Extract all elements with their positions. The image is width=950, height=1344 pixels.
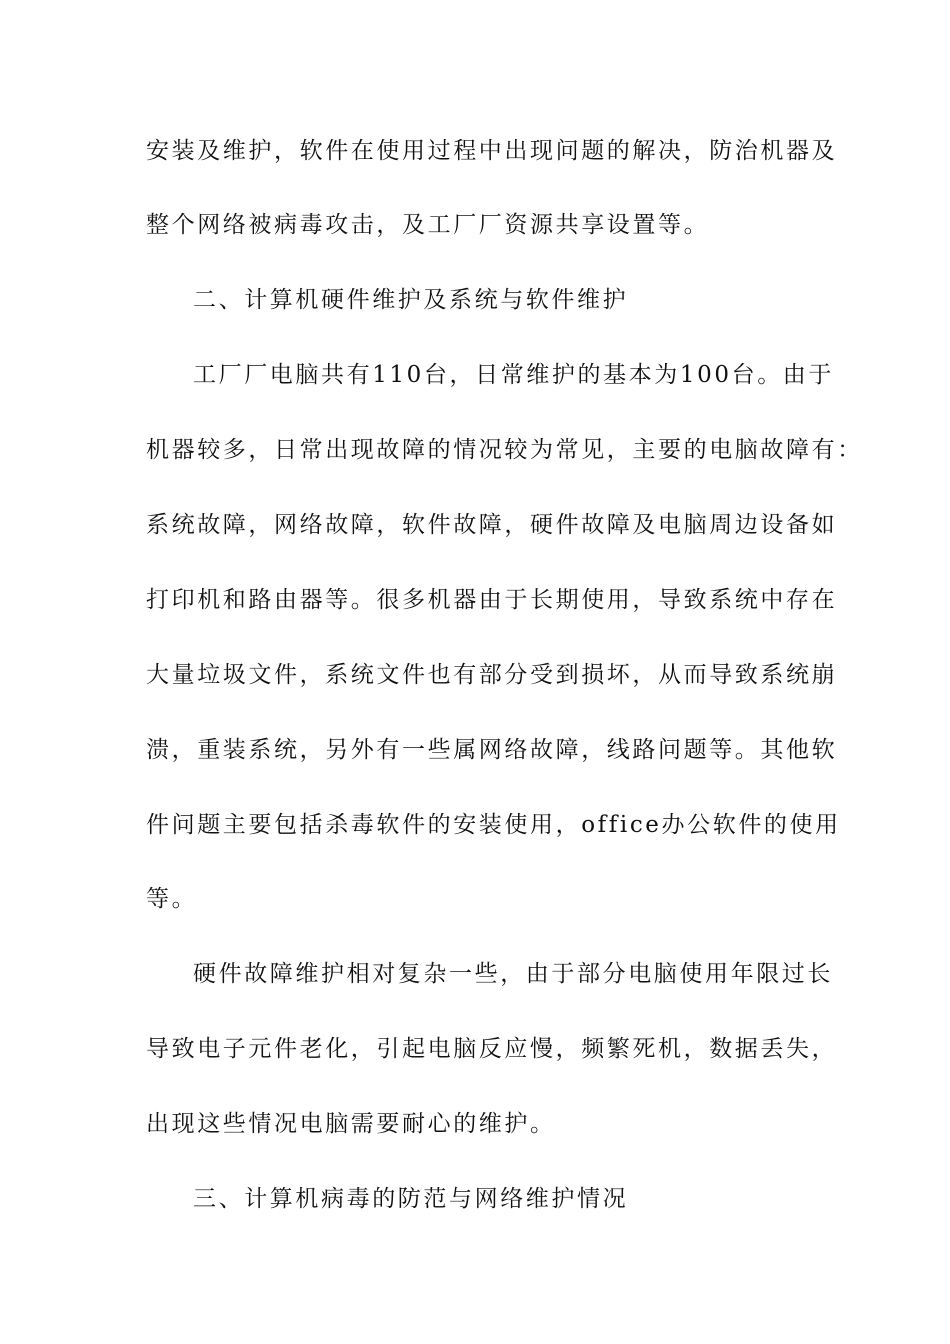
section-heading-hardware-maintenance: 二、计算机硬件维护及系统与软件维护	[193, 287, 629, 313]
paragraph-line: 工厂厂电脑共有110台，日常维护的基本为100台。由于	[193, 362, 834, 388]
paragraph-line: 安装及维护，软件在使用过程中出现问题的解决，防治机器及	[146, 138, 838, 164]
paragraph-line: 导致电子元件老化，引起电脑反应慢，频繁死机，数据丢失，	[146, 1036, 838, 1062]
paragraph-line: 大量垃圾文件，系统文件也有部分受到损坏，从而导致系统崩	[146, 662, 838, 688]
paragraph-line: 机器较多，日常出现故障的情况较为常见，主要的电脑故障有：	[146, 437, 863, 463]
section-heading-virus-prevention: 三、计算机病毒的防范与网络维护情况	[193, 1186, 629, 1212]
paragraph-line: 溃，重装系统，另外有一些属网络故障，线路问题等。其他软	[146, 737, 838, 763]
paragraph-line: 系统故障，网络故障，软件故障，硬件故障及电脑周边设备如	[146, 512, 838, 538]
paragraph-line: 打印机和路由器等。很多机器由于长期使用，导致系统中存在	[146, 587, 838, 613]
paragraph-line: 件问题主要包括杀毒软件的安装使用，office办公软件的使用	[146, 812, 841, 838]
paragraph-line: 整个网络被病毒攻击，及工厂厂资源共享设置等。	[146, 212, 710, 238]
paragraph-line: 等。	[146, 886, 198, 912]
paragraph-line: 出现这些情况电脑需要耐心的维护。	[146, 1111, 556, 1137]
paragraph-line: 硬件故障维护相对复杂一些，由于部分电脑使用年限过长	[193, 961, 833, 987]
